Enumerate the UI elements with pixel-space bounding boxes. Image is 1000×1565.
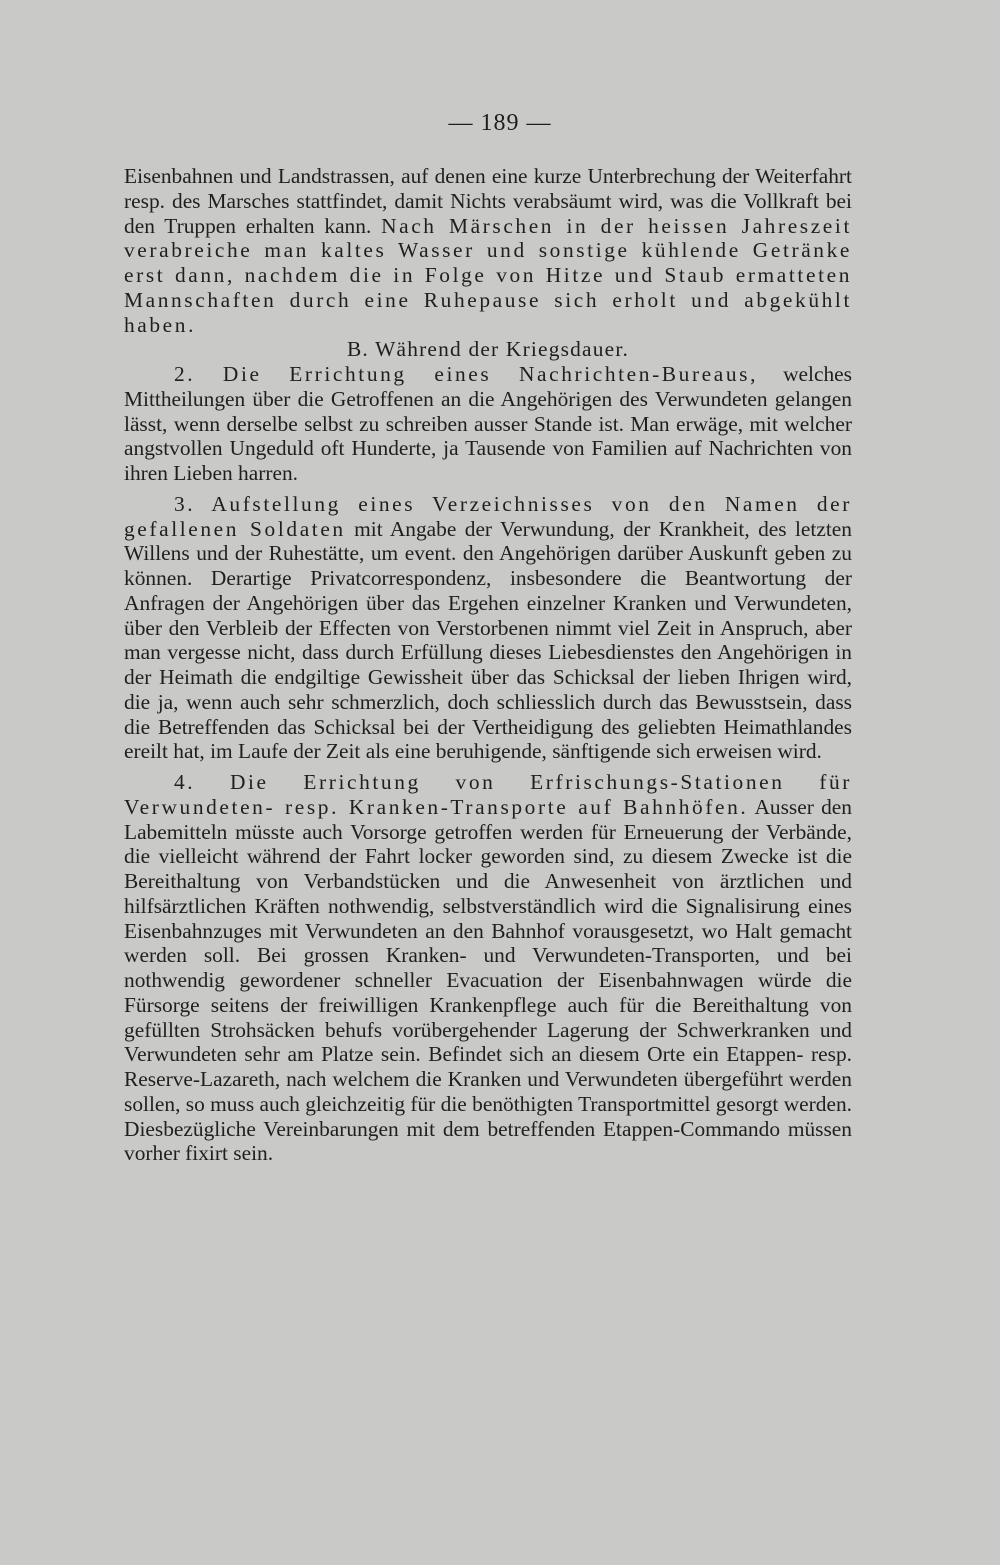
- intro-text: Eisenbahnen und Landstrassen, auf denen eine kurze Unterbrechung der Weiterfahrt resp. des Marsches stattfindet, damit Nichts verabsäumt wird, was die Vollkraft bei den Truppen erhalten kann.: [124, 164, 852, 238]
- item-text: Ausser den Labemitteln müsste auch Vorsorge getroffen werden für Erneuerung der Verbände, die vielleicht während der Fahrt locker geworden sind, zu diesem Zwecke ist die Bereithaltung von Verbandstücken und die Anwesenheit von ärztlichen und hilfsärztlichen Kräften nothwendig, selbstverständlich wird die Signalisirung eines Eisenbahnzuges mit Verwundeten an den Bahnhof vorausgesetzt, wo Halt gemacht werden soll. Bei grossen Kranken- und Verwundeten-Transporten, und bei nothwendig gewordener schneller Evacuation der Eisenbahnwagen würde die Fürsorge seitens der freiwilligen Krankenpflege auch für die Bereithaltung von gefüllten Strohsäcken behufs vorübergehender Lagerung der Schwerkranken und Verwundeten sehr am Platze sein. Befindet sich an diesem Orte ein Etappen- resp. Reserve-Lazareth, nach welchem die Kranken und Verwundeten übergeführt werden sollen, so muss auch gleichzeitig für die benöthigten Transportmittel gesorgt werden. Diesbezügliche Vereinbarungen mit dem betreffenden Etappen-Commando müssen vorher fixirt sein.: [124, 794, 852, 1166]
- section-heading: B. Während der Kriegsdauer.: [346, 337, 630, 362]
- item-paragraph-4: [124, 770, 852, 1166]
- item-lead: 3. Aufstellung eines Verzeichnisses von den Namen der gefallenen Soldaten: [124, 491, 852, 541]
- item-text: welches Mittheilungen über die Getroffenen an die Angehörigen des Verwundeten gelangen lässt, wenn derselbe selbst zu schreiben ausser Stande ist. Man erwäge, mit welcher angstvollen Ungeduld oft Hunderte, ja Tausende von Familien auf Nachrichten von ihren Lieben harren.: [124, 362, 852, 485]
- page-number: — 189 —: [448, 110, 552, 136]
- item-paragraph-2: [124, 362, 852, 486]
- text-column: [124, 164, 852, 1166]
- item-lead: 2. Die Errichtung eines Nachrichten-Bureaus,: [174, 362, 759, 386]
- intro-paragraph: [124, 164, 852, 337]
- item-text: mit Angabe der Verwundung, der Krankheit, des letzten Willens und der Ruhestätte, um event. den Angehörigen darüber Auskunft geben zu können. Derartige Privatcorrespondenz, insbesondere die Beantwortung der Anfragen der Angehörigen über das Ergehen einzelner Kranken und Verwundeten, über den Verbleib der Effecten von Verstorbenen nimmt viel Zeit in Anspruch, aber man vergesse nicht, dass durch Erfüllung dieses Liebesdienstes den Angehörigen in der Heimath die endgiltige Gewissheit über das Schicksal der lieben Ihrigen wird, die ja, wenn auch sehr schmerzlich, doch schliesslich durch das Bewusstsein, dass die Betreffenden das Schicksal bei der Vertheidigung des geliebten Heimathlandes ereilt hat, im Laufe der Zeit als eine beruhigende, sänftigende sich erweisen wird.: [124, 516, 852, 764]
- intro-text-spaced: Nach Märschen in der heissen Jahreszeit verabreiche man kaltes Wasser und sonstige kühlende Getränke erst dann, nachdem die in Folge von Hitze und Staub ermatteten Mannschaften durch eine Ruhepause sich erholt und abgekühlt haben.: [124, 213, 852, 337]
- item-paragraph-3: [124, 492, 852, 764]
- item-lead: 4. Die Errichtung von Erfrischungs-Stationen für Verwundeten- resp. Kranken-Transporte auf Bahnhöfen.: [124, 770, 852, 819]
